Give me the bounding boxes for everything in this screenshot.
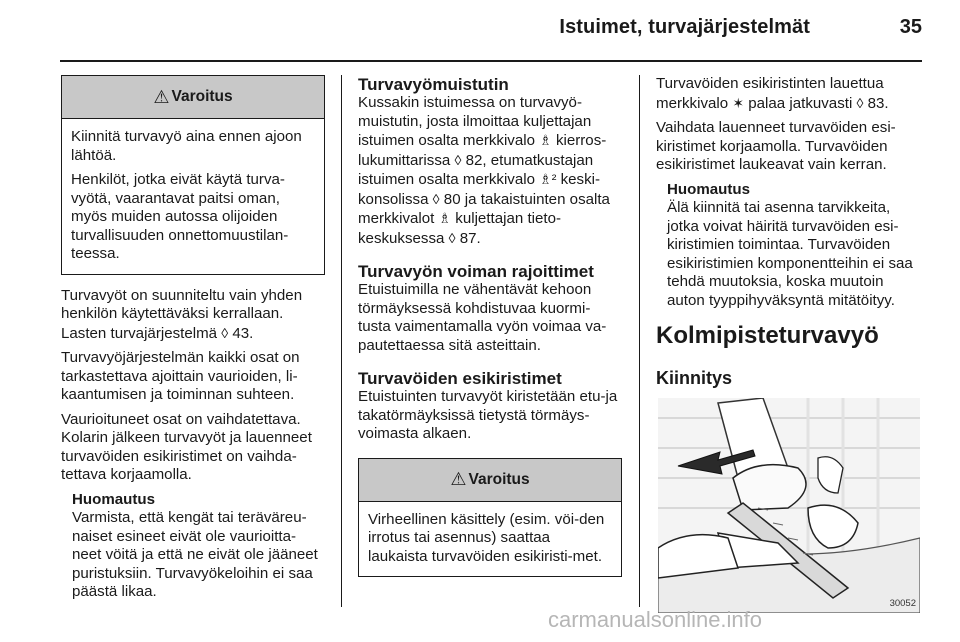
page-ref-icon: ◊: [856, 94, 864, 111]
warning-header: [359, 459, 621, 502]
column-1: [61, 75, 325, 608]
warning-title: Varoitus: [468, 470, 530, 488]
seatbelt-icon: ♗: [438, 210, 452, 226]
page-ref: 43.: [232, 324, 254, 342]
note-title: Huomautus: [667, 180, 751, 198]
footer-watermark: carmanualsonline.info: [548, 607, 763, 632]
seatbelt-icon: ♗: [539, 132, 552, 148]
paragraph: Vaihdata lauenneet turvavöiden esi-kiristimet korjaamolla. Turvavöiden esikiristimet laukeavat vain kerran.: [656, 119, 896, 173]
warning-box: [358, 458, 622, 578]
section-heading: Turvavyömuistutin: [358, 75, 509, 94]
subsection-heading: Kiinnitys: [656, 368, 733, 388]
note-text: Varmista, että kengät tai teräväreu-naiset esineet eivät ole vaurioitta-neet vöitä ja että ne eivät ole jääneet puristuksiin. Turvavyökeloihin ei saa päästä likaa.: [72, 509, 318, 600]
page-ref-icon: ◊: [454, 151, 462, 168]
paragraph: Turvavyöjärjestelmän kaikki osat on tarkastettava ajoittain vaurioiden, li-kaantumisen ja toiminnan suhteen.: [61, 349, 300, 403]
warning-text: Henkilöt, jotka eivät käytä turva-vyötä, vaarantavat paitsi oman, myös muiden autossa olijoiden turvallisuuden onnettomuustilan-teessa.: [71, 171, 289, 262]
warning-title: Varoitus: [171, 88, 233, 105]
warning-header: [62, 76, 324, 119]
note-block: [656, 181, 922, 311]
seatbelt-drawing: [658, 398, 920, 613]
note-title: Huomautus: [72, 490, 156, 508]
warning-triangle-icon: ⚠: [153, 86, 170, 107]
page-ref-icon: ◊: [448, 229, 456, 246]
column-divider: [341, 75, 342, 607]
running-title: Istuimet, turvajärjestelmät: [559, 16, 810, 38]
note-text: Älä kiinnitä tai asenna tarvikkeita, jotka voivat häiritä turvavöiden esi-kiristimien toimintaa. Turvavöiden esikiristimien komponentteihin ei saa tehdä muutoksia, koska muutoin auton tyyppihyväksyntä mitätöityy.: [667, 199, 913, 309]
illustration-code: 30052: [889, 598, 916, 609]
chapter-heading: Kolmipisteturvavyö: [656, 322, 879, 349]
warning-triangle-icon: ⚠: [450, 469, 467, 489]
header-rule: [60, 60, 922, 62]
page-ref-icon: ◊: [221, 324, 229, 341]
section-heading: Turvavöiden esikiristimet: [358, 369, 562, 388]
page-ref-icon: ◊: [432, 190, 440, 207]
paragraph: Turvavyöt on suunniteltu vain yhden henkilön käytettäväksi kerrallaan. Lasten turvajärjestelmä ◊ 43.: [61, 286, 303, 342]
warning-text: Kiinnitä turvavyö aina ennen ajoon lähtöä.: [71, 128, 302, 164]
paragraph: Etuistuinten turvavyöt kiristetään etu-ja takatörmäyksissä tietystä törmäys-voimasta alkaen.: [358, 388, 618, 442]
warning-text: Virheellinen käsittely (esim. vöi-den irrotus tai asennus) saattaa laukaista turvavöiden esikiristi-met.: [368, 510, 605, 565]
warning-box: [61, 75, 325, 275]
paragraph: Turvavöiden esikiristinten lauettua merkkivalo ✶ palaa jatkuvasti ◊ 83.: [656, 75, 889, 112]
paragraph: Vaurioituneet osat on vaihdatettava. Kolarin jälkeen turvavyöt ja lauenneet turvavöiden esikiristimet on vaihda-tettava korjaamolla.: [61, 410, 312, 483]
paragraph: Etuistuimilla ne vähentävät kehoon törmäyksessä kohdistuvaa kuormi-tusta vaimentamalla vyön voimaa va-pautettaessa sitä asteittain.: [358, 281, 607, 354]
seatbelt-passenger-icon: ♗²: [539, 171, 557, 187]
airbag-warning-icon: ✶: [732, 94, 745, 111]
seatbelt-fastening-illustration: [658, 398, 920, 613]
note-block: [61, 491, 325, 602]
column-divider: [639, 75, 640, 607]
paragraph: Kussakin istuimessa on turvavyö-muistutin, josta ilmoittaa kuljettajan istuimen osalta merkkivalo ♗ kierros-lukumittarissa ◊ 82, etumatkustajan istuimen osalta merkkivalo ♗² keski-konsolissa ◊ 80 ja takaistuinten osalta merkkivalot ♗ kuljettajan tieto-keskuksessa ◊ 87.: [358, 94, 610, 247]
column-3: [656, 75, 922, 613]
column-2: [358, 75, 622, 589]
page-number: 35: [899, 16, 922, 38]
section-heading: Turvavyön voiman rajoittimet: [358, 262, 594, 281]
